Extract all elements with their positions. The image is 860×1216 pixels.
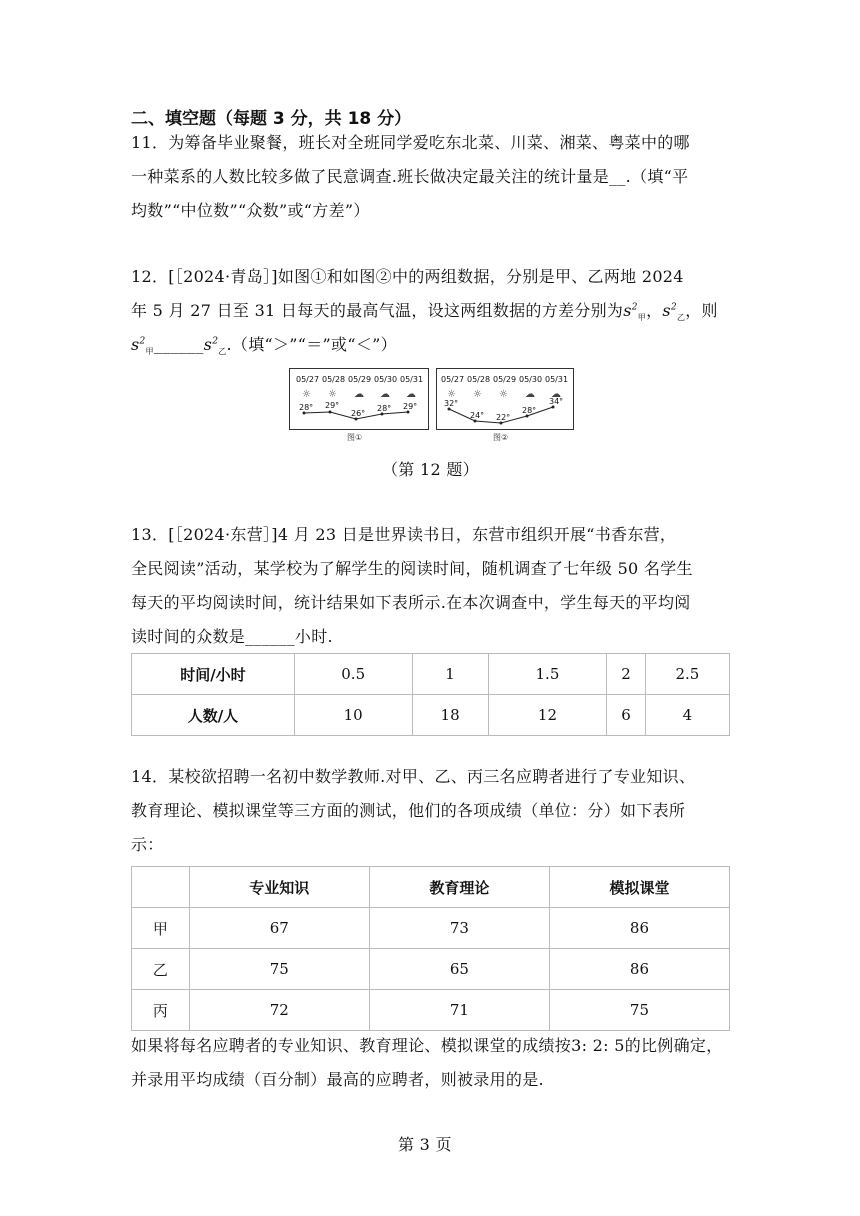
q12-line3: $s^2_甲\_\_\_\_\_\_s^2_乙$.（填“＞”“＝”或“＜”） — [131, 335, 397, 357]
cloud-icon: ☁ — [525, 389, 535, 400]
fig2-date: 05/28 — [467, 375, 491, 384]
fig2-temp: 22° — [496, 413, 511, 422]
q14-line1: 14．某校欲招聘一名初中数学教师.对甲、乙、丙三名应聘者进行了专业知识、 — [131, 767, 696, 786]
table-row — [132, 949, 730, 990]
sun-icon: ☼ — [302, 389, 311, 400]
fig1-temp: 29° — [325, 401, 340, 410]
table-cell: 75 — [549, 990, 729, 1031]
q12-line2: 年 5 月 27 日至 31 日每天的最高气温，设这两组数据的方差分别为$s^2_甲$，$s^2_乙$，则 — [131, 301, 718, 323]
fig1-temp: 28° — [299, 403, 314, 412]
table-cell: 65 — [369, 949, 549, 990]
cloud-icon: ☁ — [354, 389, 364, 400]
table-cell: 4 — [645, 695, 729, 736]
sun-icon: ☼ — [328, 389, 337, 400]
fig1-date: 05/31 — [400, 375, 424, 384]
fig2-temp: 24° — [470, 411, 485, 420]
fig1-label: 图① — [347, 433, 363, 442]
fig2-date: 05/30 — [519, 375, 543, 384]
fig2-temp: 32° — [444, 399, 459, 408]
q12-line1: 12．[［2024·青岛］]如图①和如图②中的两组数据，分别是甲、乙两地 2024 — [131, 267, 684, 286]
q13-line1: 13．[［2024·东营］]4 月 23 日是世界读书日，东营市组织开展“书香东营， — [131, 525, 677, 544]
fig2-temp: 28° — [522, 406, 537, 415]
q11-line3: 均数”“中位数”“众数”或“方差”） — [131, 201, 370, 220]
table-header-cell: 人数/人 — [132, 695, 295, 736]
cloud-icon: ☁ — [380, 389, 390, 400]
table-header-cell: 专业知识 — [189, 867, 369, 908]
weather-figure-1 — [289, 368, 429, 430]
table-cell: 1 — [412, 654, 488, 695]
table-cell: 2 — [607, 654, 646, 695]
fig2-date: 05/29 — [493, 375, 517, 384]
table-cell: 73 — [369, 908, 549, 949]
table-cell: 0.5 — [294, 654, 412, 695]
sun-icon: ☼ — [447, 389, 456, 400]
table-row — [132, 990, 730, 1031]
fig1-date: 05/27 — [296, 375, 320, 384]
q12-caption: （第 12 题） — [382, 460, 479, 479]
table-row — [132, 867, 730, 908]
table-header-cell: 模拟课堂 — [549, 867, 729, 908]
cloud-icon: ☁ — [551, 389, 561, 400]
table-header-cell — [132, 867, 190, 908]
weather-figure-2 — [436, 368, 574, 430]
fig1-date: 05/30 — [374, 375, 398, 384]
q12-blank: ______ — [153, 335, 204, 354]
table-row — [132, 654, 730, 695]
q13-line4: 读时间的众数是______小时. — [131, 627, 333, 646]
fig2-date: 05/27 — [441, 375, 465, 384]
table-cell: 12 — [488, 695, 607, 736]
fig2-label: 图② — [493, 433, 509, 442]
table-cell: 86 — [549, 908, 729, 949]
fig1-temp: 28° — [377, 404, 392, 413]
q13-line2: 全民阅读”活动，某学校为了解学生的阅读时间，随机调查了七年级 50 名学生 — [131, 559, 693, 578]
fig1-date: 05/28 — [322, 375, 346, 384]
q11-line2: 一种菜系的人数比较多做了民意调查.班长做决定最关注的统计量是__.（填“平 — [131, 167, 689, 186]
table-cell: 2.5 — [645, 654, 729, 695]
q11-line1: 11．为筹备毕业聚餐，班长对全班同学爱吃东北菜、川菜、湘菜、粤菜中的哪 — [131, 133, 690, 152]
table-cell: 1.5 — [488, 654, 607, 695]
q14-line2: 教育理论、模拟课堂等三方面的测试，他们的各项成绩（单位：分）如下表所 — [131, 801, 686, 820]
reading-time-table — [131, 653, 730, 736]
fig2-date: 05/31 — [545, 375, 569, 384]
table-header-cell: 时间/小时 — [132, 654, 295, 695]
table-cell: 18 — [412, 695, 488, 736]
table-cell: 72 — [189, 990, 369, 1031]
sun-icon: ☼ — [473, 389, 482, 400]
fig2-temp: 34° — [549, 397, 564, 406]
fig1-date: 05/29 — [348, 375, 372, 384]
q13-line3: 每天的平均阅读时间，统计结果如下表所示.在本次调查中，学生每天的平均阅 — [131, 593, 691, 612]
table-header-cell: 教育理论 — [369, 867, 549, 908]
q14-line3: 示： — [131, 835, 164, 854]
table-cell: 甲 — [132, 908, 190, 949]
table-cell: 6 — [607, 695, 646, 736]
q14-after1: 如果将每名应聘者的专业知识、教育理论、模拟课堂的成绩按3: 2: 5的比例确定， — [131, 1036, 723, 1055]
section-title: 二、填空题（每题 3 分，共 18 分） — [131, 109, 412, 129]
table-cell: 86 — [549, 949, 729, 990]
sun-icon: ☼ — [499, 389, 508, 400]
table-row — [132, 695, 730, 736]
table-cell: 71 — [369, 990, 549, 1031]
page-number: 第 3 页 — [398, 1135, 452, 1154]
table-cell: 10 — [294, 695, 412, 736]
table-row — [132, 908, 730, 949]
candidate-score-table — [131, 866, 730, 1031]
cloud-icon: ☁ — [406, 389, 416, 400]
table-cell: 67 — [189, 908, 369, 949]
table-cell: 乙 — [132, 949, 190, 990]
q14-after2: 并录用平均成绩（百分制）最高的应聘者，则被录用的是. — [131, 1070, 544, 1089]
variance-jia: $s^2_甲$ — [623, 301, 647, 323]
fig1-temp-line — [290, 369, 428, 429]
table-cell: 丙 — [132, 990, 190, 1031]
table-cell: 75 — [189, 949, 369, 990]
fig1-temp: 29° — [403, 402, 418, 411]
fig1-temp: 26° — [351, 409, 366, 418]
variance-yi: $s^2_乙$ — [662, 301, 686, 323]
